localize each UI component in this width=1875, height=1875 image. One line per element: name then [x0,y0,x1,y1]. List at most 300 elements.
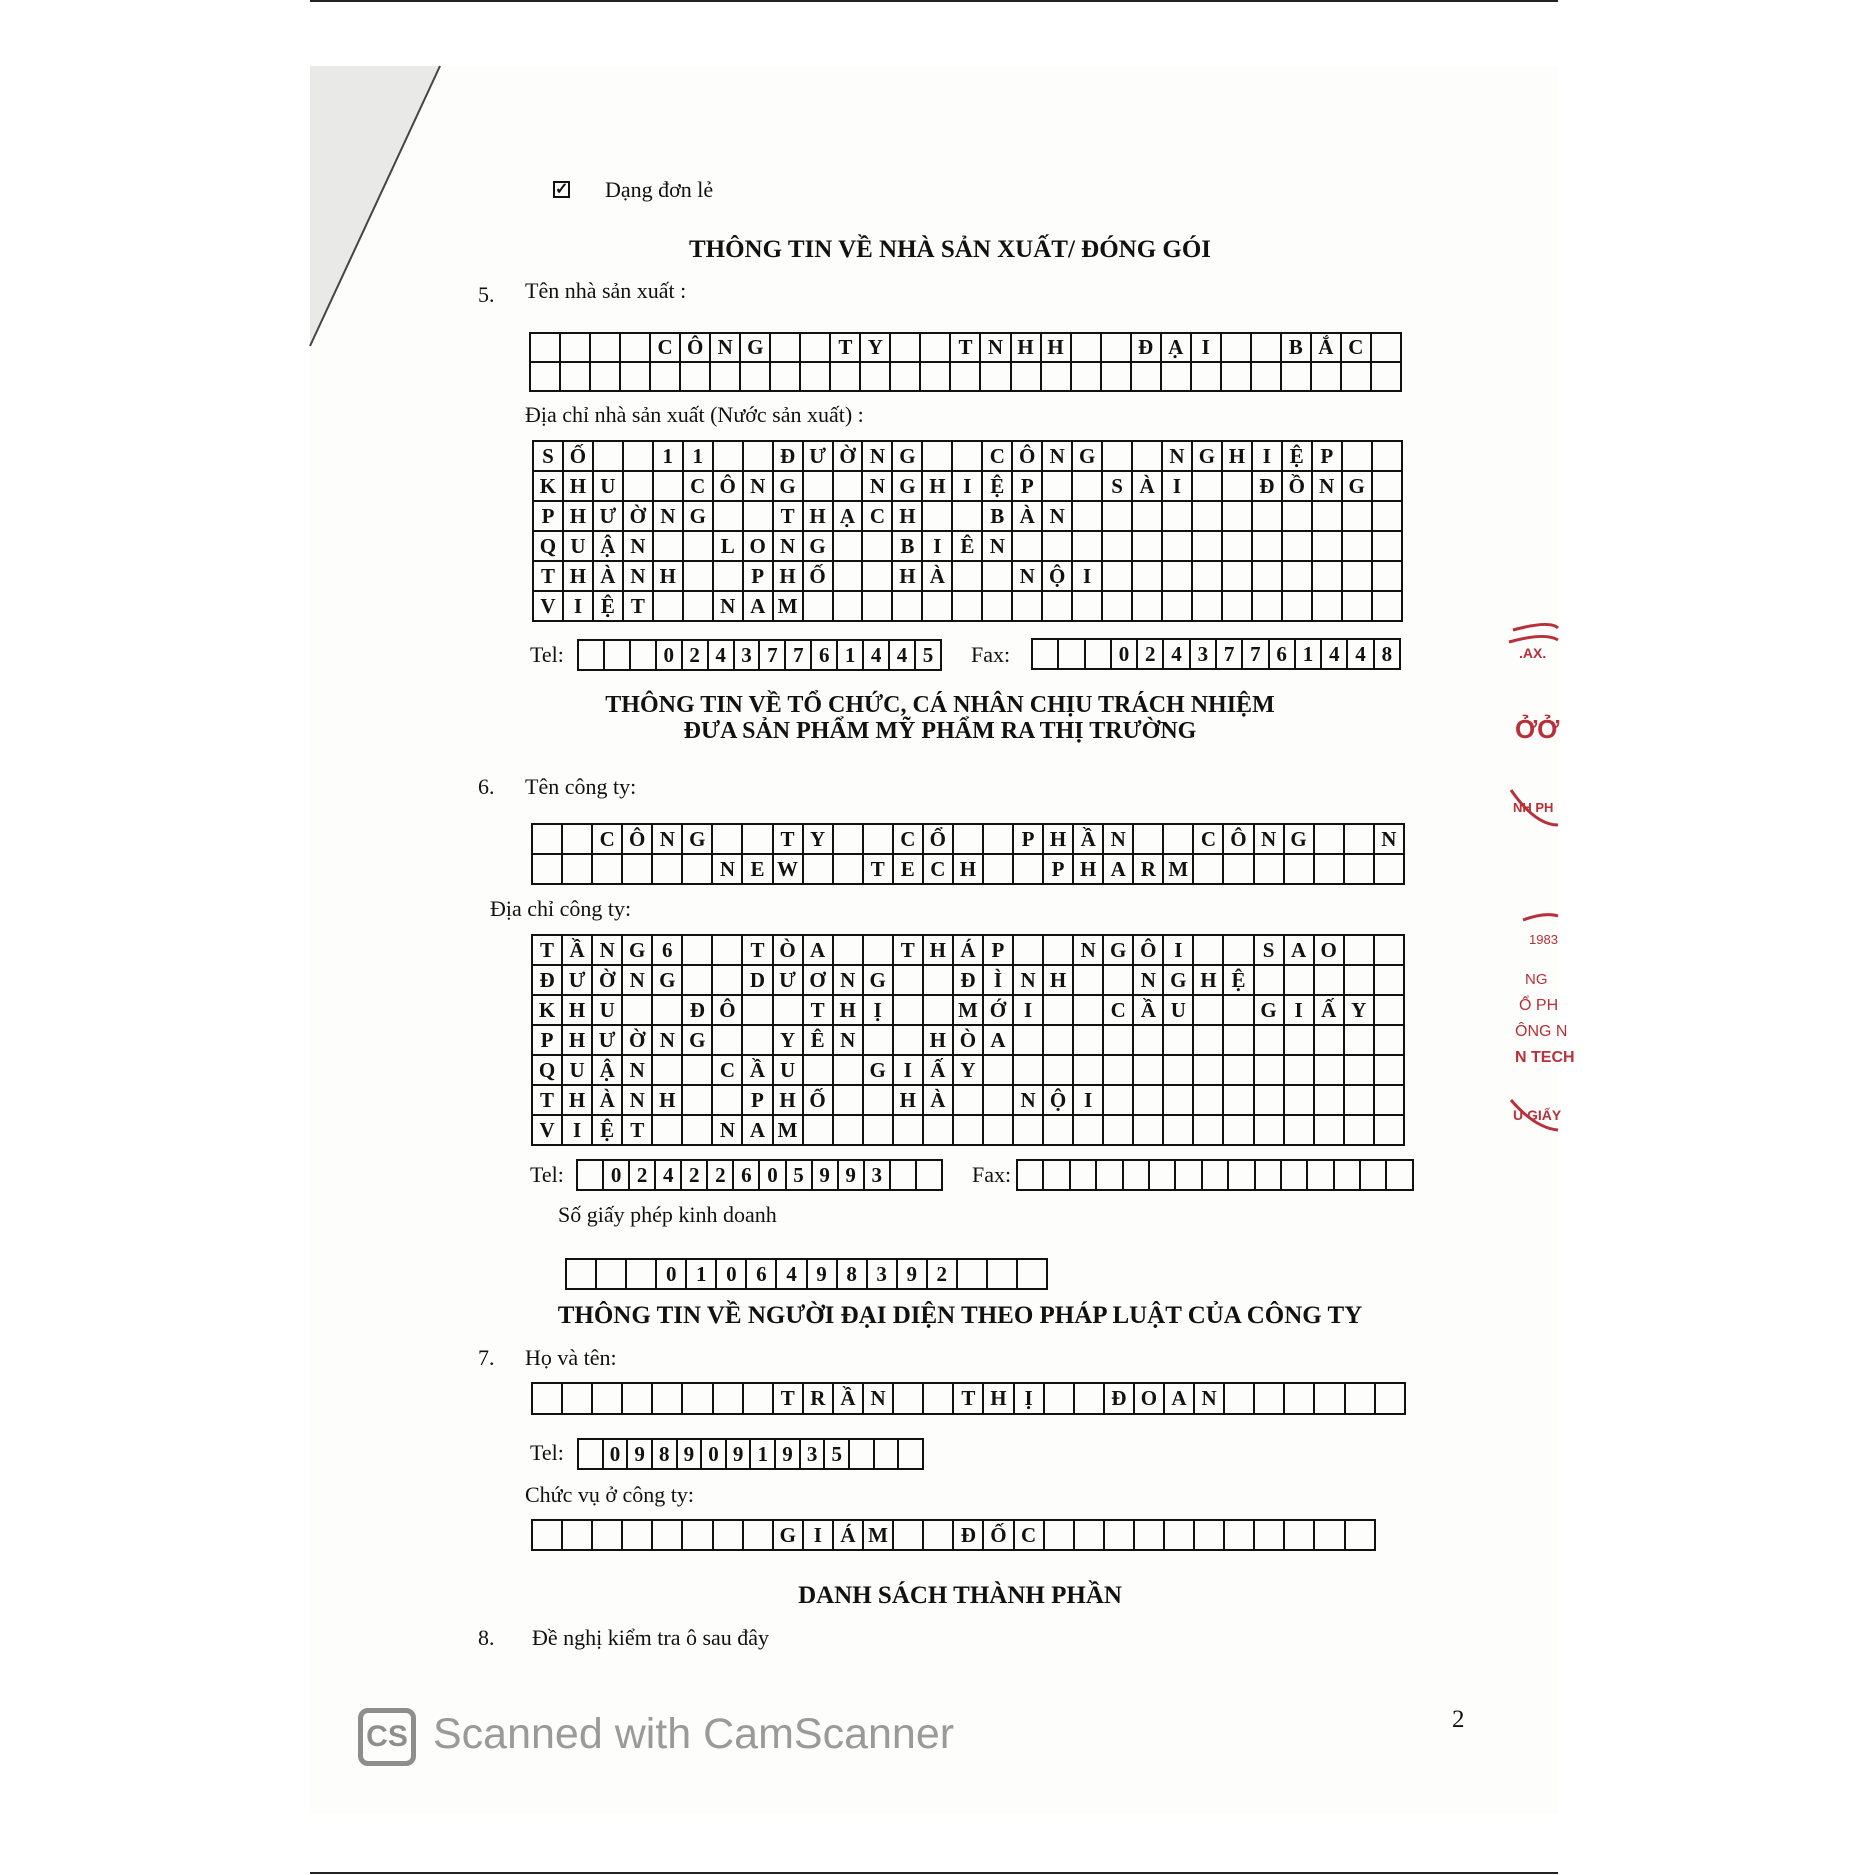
letter-cell[interactable]: 6 [746,1259,776,1289]
letter-cell[interactable] [682,1383,712,1414]
letter-cell[interactable] [1162,561,1192,591]
letter-cell[interactable] [623,441,653,471]
letter-cell[interactable] [773,995,803,1025]
letter-cell[interactable] [1133,1025,1163,1055]
letter-cell[interactable] [1223,854,1253,884]
letter-cell[interactable] [743,501,773,531]
letter-cell[interactable] [957,1259,987,1289]
letter-cell[interactable]: V [532,1115,562,1145]
letter-cell[interactable]: Ổ [923,824,953,854]
letter-cell[interactable]: Đ [1104,1383,1134,1414]
letter-cell[interactable] [1104,1520,1134,1550]
letter-cell[interactable] [560,333,590,362]
letter-cell[interactable] [1192,531,1222,561]
letter-cell[interactable] [713,561,743,591]
letter-cell[interactable] [1163,1055,1193,1085]
letter-cell[interactable] [923,1383,953,1414]
letter-cell[interactable]: K [533,471,563,501]
manufacturer-fax-grid[interactable] [1031,638,1401,670]
letter-cell[interactable] [713,501,743,531]
letter-cell[interactable] [1223,1055,1253,1085]
letter-cell[interactable]: G [1163,965,1193,995]
letter-cell[interactable]: P [983,935,1013,965]
letter-cell[interactable]: G [1103,935,1133,965]
letter-cell[interactable]: N [1042,501,1072,531]
letter-cell[interactable] [1041,362,1071,391]
letter-cell[interactable]: B [892,531,922,561]
letter-cell[interactable] [920,362,950,391]
letter-cell[interactable]: I [952,471,982,501]
letter-cell[interactable] [1074,1383,1104,1414]
letter-cell[interactable] [1013,1055,1043,1085]
letter-cell[interactable]: N [1013,965,1043,995]
letter-cell[interactable] [743,1383,773,1414]
letter-cell[interactable] [1192,591,1222,621]
letter-cell[interactable]: G [622,935,652,965]
letter-cell[interactable] [532,1383,562,1414]
letter-cell[interactable]: 4 [1163,639,1189,669]
letter-cell[interactable] [1251,333,1281,362]
letter-cell[interactable] [1344,965,1374,995]
letter-cell[interactable] [922,441,952,471]
letter-cell[interactable] [577,1160,603,1190]
letter-cell[interactable]: 9 [726,1439,751,1469]
letter-cell[interactable]: V [533,591,563,621]
letter-cell[interactable]: 1 [837,640,863,670]
letter-cell[interactable] [682,935,712,965]
letter-cell[interactable] [892,591,922,621]
letter-cell[interactable] [1103,965,1133,995]
letter-cell[interactable] [1314,854,1344,884]
letter-cell[interactable]: Ờ [833,441,863,471]
letter-cell[interactable] [1175,1160,1201,1190]
letter-cell[interactable] [1307,1160,1333,1190]
letter-cell[interactable]: Ị [1014,1383,1044,1414]
letter-cell[interactable]: D [742,965,772,995]
letter-cell[interactable] [1374,965,1404,995]
letter-cell[interactable] [800,333,830,362]
letter-cell[interactable] [590,362,620,391]
letter-cell[interactable] [862,531,892,561]
letter-cell[interactable]: À [593,561,623,591]
letter-cell[interactable]: N [1194,1383,1224,1414]
letter-cell[interactable]: 4 [863,640,889,670]
letter-cell[interactable]: 4 [1321,639,1347,669]
letter-cell[interactable] [1252,591,1282,621]
letter-cell[interactable]: M [773,1115,803,1145]
letter-cell[interactable]: A [1103,854,1133,884]
letter-cell[interactable]: N [1013,1085,1043,1115]
letter-cell[interactable]: Q [533,531,563,561]
letter-cell[interactable] [530,333,560,362]
letter-cell[interactable] [1043,1025,1073,1055]
letter-cell[interactable]: I [563,591,593,621]
letter-cell[interactable]: 7 [1216,639,1242,669]
letter-cell[interactable]: H [923,935,953,965]
letter-cell[interactable]: À [922,561,952,591]
letter-cell[interactable]: C [683,471,713,501]
letter-cell[interactable] [1252,501,1282,531]
letter-cell[interactable] [712,965,742,995]
letter-cell[interactable]: N [833,965,863,995]
letter-cell[interactable]: Ồ [1282,471,1312,501]
letter-cell[interactable] [1011,362,1041,391]
company-tel-grid[interactable] [576,1159,943,1191]
letter-cell[interactable] [1312,531,1342,561]
letter-cell[interactable] [1282,501,1312,531]
letter-cell[interactable]: B [982,501,1012,531]
letter-cell[interactable]: T [533,561,563,591]
letter-cell[interactable] [713,441,743,471]
letter-cell[interactable]: P [1013,824,1043,854]
letter-cell[interactable] [983,824,1013,854]
letter-cell[interactable]: A [803,935,833,965]
letter-cell[interactable]: 1 [653,441,683,471]
letter-cell[interactable] [1073,965,1103,995]
letter-cell[interactable] [1074,1520,1104,1550]
letter-cell[interactable]: 7 [785,640,811,670]
letter-cell[interactable] [1314,1115,1344,1145]
letter-cell[interactable] [890,333,920,362]
letter-cell[interactable] [742,1025,772,1055]
letter-cell[interactable] [1042,591,1072,621]
letter-cell[interactable] [953,1085,983,1115]
letter-cell[interactable] [1042,471,1072,501]
letter-cell[interactable] [1342,531,1372,561]
letter-cell[interactable]: Ầ [1073,824,1103,854]
business-license-grid[interactable] [565,1258,1048,1290]
letter-cell[interactable] [893,1383,923,1414]
letter-cell[interactable] [1223,995,1253,1025]
letter-cell[interactable] [1282,591,1312,621]
letter-cell[interactable] [1042,531,1072,561]
letter-cell[interactable]: T [623,591,653,621]
letter-cell[interactable]: Ộ [1043,1085,1073,1115]
letter-cell[interactable]: H [562,1025,592,1055]
letter-cell[interactable] [1222,591,1252,621]
letter-cell[interactable]: N [982,531,1012,561]
letter-cell[interactable] [1372,441,1402,471]
letter-cell[interactable] [770,362,800,391]
letter-cell[interactable] [1102,561,1132,591]
letter-cell[interactable] [1193,1025,1223,1055]
letter-cell[interactable]: O [743,531,773,561]
letter-cell[interactable]: M [1163,854,1193,884]
letter-cell[interactable]: C [862,501,892,531]
letter-cell[interactable]: T [532,935,562,965]
letter-cell[interactable] [1132,561,1162,591]
letter-cell[interactable]: 2 [682,640,708,670]
letter-cell[interactable] [1312,591,1342,621]
letter-cell[interactable]: P [533,501,563,531]
letter-cell[interactable]: 3 [800,1439,825,1469]
letter-cell[interactable]: 7 [759,640,785,670]
letter-cell[interactable] [849,1439,874,1469]
letter-cell[interactable]: Đ [1252,471,1282,501]
letter-cell[interactable] [532,1520,562,1550]
letter-cell[interactable]: G [1254,995,1284,1025]
letter-cell[interactable]: I [1162,471,1192,501]
letter-cell[interactable] [1073,995,1103,1025]
letter-cell[interactable] [1371,333,1401,362]
letter-cell[interactable] [1314,1520,1344,1550]
letter-cell[interactable]: Ố [803,561,833,591]
letter-cell[interactable] [1374,1115,1404,1145]
letter-cell[interactable]: H [983,1383,1013,1414]
letter-cell[interactable]: T [950,333,980,362]
letter-cell[interactable] [862,591,892,621]
letter-cell[interactable]: G [1284,824,1314,854]
letter-cell[interactable] [1255,1160,1281,1190]
letter-cell[interactable] [1043,995,1073,1025]
letter-cell[interactable]: H [652,1085,682,1115]
letter-cell[interactable] [1193,935,1223,965]
letter-cell[interactable]: I [893,1055,923,1085]
letter-cell[interactable]: H [803,501,833,531]
letter-cell[interactable]: N [652,1025,682,1055]
letter-cell[interactable]: U [592,995,622,1025]
letter-cell[interactable]: Ư [562,965,592,995]
letter-cell[interactable]: E [893,854,923,884]
letter-cell[interactable]: Ậ [593,531,623,561]
letter-cell[interactable] [833,935,863,965]
letter-cell[interactable]: Ậ [592,1055,622,1085]
letter-cell[interactable]: N [622,1085,652,1115]
letter-cell[interactable] [923,1520,953,1550]
letter-cell[interactable]: C [1193,824,1223,854]
letter-cell[interactable]: C [712,1055,742,1085]
letter-cell[interactable]: H [1043,965,1073,995]
letter-cell[interactable] [1012,591,1042,621]
letter-cell[interactable] [712,935,742,965]
letter-cell[interactable] [712,1085,742,1115]
letter-cell[interactable]: P [1012,471,1042,501]
letter-cell[interactable]: C [1103,995,1133,1025]
letter-cell[interactable]: Ầ [562,935,592,965]
letter-cell[interactable]: G [863,965,893,995]
letter-cell[interactable] [1013,1115,1043,1145]
letter-cell[interactable] [740,362,770,391]
letter-cell[interactable] [1374,1025,1404,1055]
letter-cell[interactable]: R [803,1383,833,1414]
letter-cell[interactable]: 1 [683,441,713,471]
letter-cell[interactable]: N [713,591,743,621]
letter-cell[interactable]: U [562,1055,592,1085]
letter-cell[interactable] [596,1259,626,1289]
letter-cell[interactable] [712,824,742,854]
letter-cell[interactable]: Ị [863,995,893,1025]
letter-cell[interactable]: N [710,333,740,362]
letter-cell[interactable]: I [562,1115,592,1145]
letter-cell[interactable]: Ấ [1314,995,1344,1025]
letter-cell[interactable] [1372,501,1402,531]
letter-cell[interactable]: G [683,501,713,531]
letter-cell[interactable] [1223,1115,1253,1145]
letter-cell[interactable] [710,362,740,391]
letter-cell[interactable] [1222,561,1252,591]
letter-cell[interactable] [1344,1025,1374,1055]
letter-cell[interactable] [922,591,952,621]
letter-cell[interactable] [1072,501,1102,531]
letter-cell[interactable]: Ò [953,1025,983,1055]
letter-cell[interactable]: G [1192,441,1222,471]
letter-cell[interactable]: Ô [1133,935,1163,965]
letter-cell[interactable] [1163,1115,1193,1145]
letter-cell[interactable] [1191,362,1221,391]
letter-cell[interactable] [652,995,682,1025]
letter-cell[interactable] [863,1085,893,1115]
letter-cell[interactable]: N [622,965,652,995]
letter-cell[interactable]: I [1163,935,1193,965]
letter-cell[interactable] [1073,1025,1103,1055]
letter-cell[interactable]: Ờ [623,501,653,531]
letter-cell[interactable] [952,591,982,621]
letter-cell[interactable] [1192,561,1222,591]
letter-cell[interactable] [1221,362,1251,391]
letter-cell[interactable] [1043,1055,1073,1085]
letter-cell[interactable] [1103,1085,1133,1115]
letter-cell[interactable]: N [833,1025,863,1055]
letter-cell[interactable]: 9 [838,1160,864,1190]
letter-cell[interactable]: I [1073,1085,1103,1115]
letter-cell[interactable] [1044,1383,1074,1414]
letter-cell[interactable]: N [592,935,622,965]
letter-cell[interactable] [1102,441,1132,471]
letter-cell[interactable]: N [652,824,682,854]
letter-cell[interactable]: N [712,1115,742,1145]
letter-cell[interactable]: U [593,471,623,501]
letter-cell[interactable]: N [1254,824,1284,854]
letter-cell[interactable] [652,854,682,884]
letter-cell[interactable] [652,1115,682,1145]
letter-cell[interactable] [987,1259,1017,1289]
letter-cell[interactable] [953,1115,983,1145]
letter-cell[interactable] [742,824,772,854]
letter-cell[interactable] [1314,965,1344,995]
letter-cell[interactable] [1149,1160,1175,1190]
letter-cell[interactable]: S [1102,471,1132,501]
letter-cell[interactable]: H [953,854,983,884]
letter-cell[interactable] [833,471,863,501]
letter-cell[interactable] [1085,639,1111,669]
letter-cell[interactable] [1193,1085,1223,1115]
letter-cell[interactable] [1360,1160,1386,1190]
letter-cell[interactable]: Đ [532,965,562,995]
letter-cell[interactable] [1132,441,1162,471]
letter-cell[interactable] [622,995,652,1025]
letter-cell[interactable] [592,854,622,884]
letter-cell[interactable] [1284,1025,1314,1055]
letter-cell[interactable] [1345,1383,1375,1414]
representative-name-grid[interactable] [531,1382,1406,1415]
letter-cell[interactable] [1161,362,1191,391]
letter-cell[interactable]: O [1134,1383,1164,1414]
letter-cell[interactable] [980,362,1010,391]
letter-cell[interactable] [982,561,1012,591]
letter-cell[interactable]: A [743,591,773,621]
letter-cell[interactable]: N [622,1055,652,1085]
letter-cell[interactable] [653,471,683,501]
letter-cell[interactable] [1132,501,1162,531]
letter-cell[interactable] [1070,1160,1096,1190]
letter-cell[interactable] [1372,471,1402,501]
letter-cell[interactable] [1071,333,1101,362]
letter-cell[interactable] [898,1439,923,1469]
letter-cell[interactable]: N [1312,471,1342,501]
letter-cell[interactable] [650,362,680,391]
letter-cell[interactable] [622,854,652,884]
letter-cell[interactable] [1223,1085,1253,1115]
letter-cell[interactable]: H [833,995,863,1025]
letter-cell[interactable] [1133,1055,1163,1085]
letter-cell[interactable] [1284,965,1314,995]
letter-cell[interactable]: H [893,1085,923,1115]
letter-cell[interactable] [1163,824,1193,854]
letter-cell[interactable]: 2 [927,1259,957,1289]
letter-cell[interactable] [1133,1085,1163,1115]
letter-cell[interactable] [1013,854,1043,884]
letter-cell[interactable] [1342,501,1372,531]
letter-cell[interactable]: Ơ [803,965,833,995]
letter-cell[interactable] [1072,471,1102,501]
letter-cell[interactable] [890,1160,916,1190]
letter-cell[interactable]: 9 [627,1439,652,1469]
letter-cell[interactable]: H [562,995,592,1025]
letter-cell[interactable]: Đ [1131,333,1161,362]
letter-cell[interactable]: 8 [1374,639,1400,669]
letter-cell[interactable] [1254,1383,1284,1414]
letter-cell[interactable]: S [1254,935,1284,965]
letter-cell[interactable]: 2 [707,1160,733,1190]
letter-cell[interactable] [1254,1055,1284,1085]
letter-cell[interactable]: Ạ [833,501,863,531]
letter-cell[interactable]: N [623,531,653,561]
letter-cell[interactable] [1314,1383,1344,1414]
letter-cell[interactable]: N [743,471,773,501]
letter-cell[interactable]: N [1374,824,1404,854]
letter-cell[interactable] [1344,1085,1374,1115]
letter-cell[interactable] [1131,362,1161,391]
letter-cell[interactable]: I [922,531,952,561]
letter-cell[interactable] [983,1085,1013,1115]
letter-cell[interactable]: Ê [803,1025,833,1055]
letter-cell[interactable] [803,1055,833,1085]
letter-cell[interactable] [1132,591,1162,621]
letter-cell[interactable]: H [892,501,922,531]
letter-cell[interactable]: Y [773,1025,803,1055]
letter-cell[interactable] [1163,1025,1193,1055]
letter-cell[interactable] [1058,639,1084,669]
letter-cell[interactable] [1073,1055,1103,1085]
letter-cell[interactable]: T [742,935,772,965]
letter-cell[interactable] [1123,1160,1149,1190]
letter-cell[interactable] [593,441,623,471]
letter-cell[interactable] [1194,1520,1224,1550]
letter-cell[interactable] [863,824,893,854]
letter-cell[interactable]: Ô [713,471,743,501]
letter-cell[interactable]: Đ [682,995,712,1025]
letter-cell[interactable]: Ắ [1311,333,1341,362]
letter-cell[interactable]: I [1284,995,1314,1025]
letter-cell[interactable]: M [953,995,983,1025]
letter-cell[interactable] [1344,1055,1374,1085]
letter-cell[interactable]: 8 [652,1439,677,1469]
letter-cell[interactable] [712,1025,742,1055]
letter-cell[interactable] [530,362,560,391]
letter-cell[interactable]: U [773,1055,803,1085]
letter-cell[interactable] [1101,362,1131,391]
letter-cell[interactable]: À [1012,501,1042,531]
